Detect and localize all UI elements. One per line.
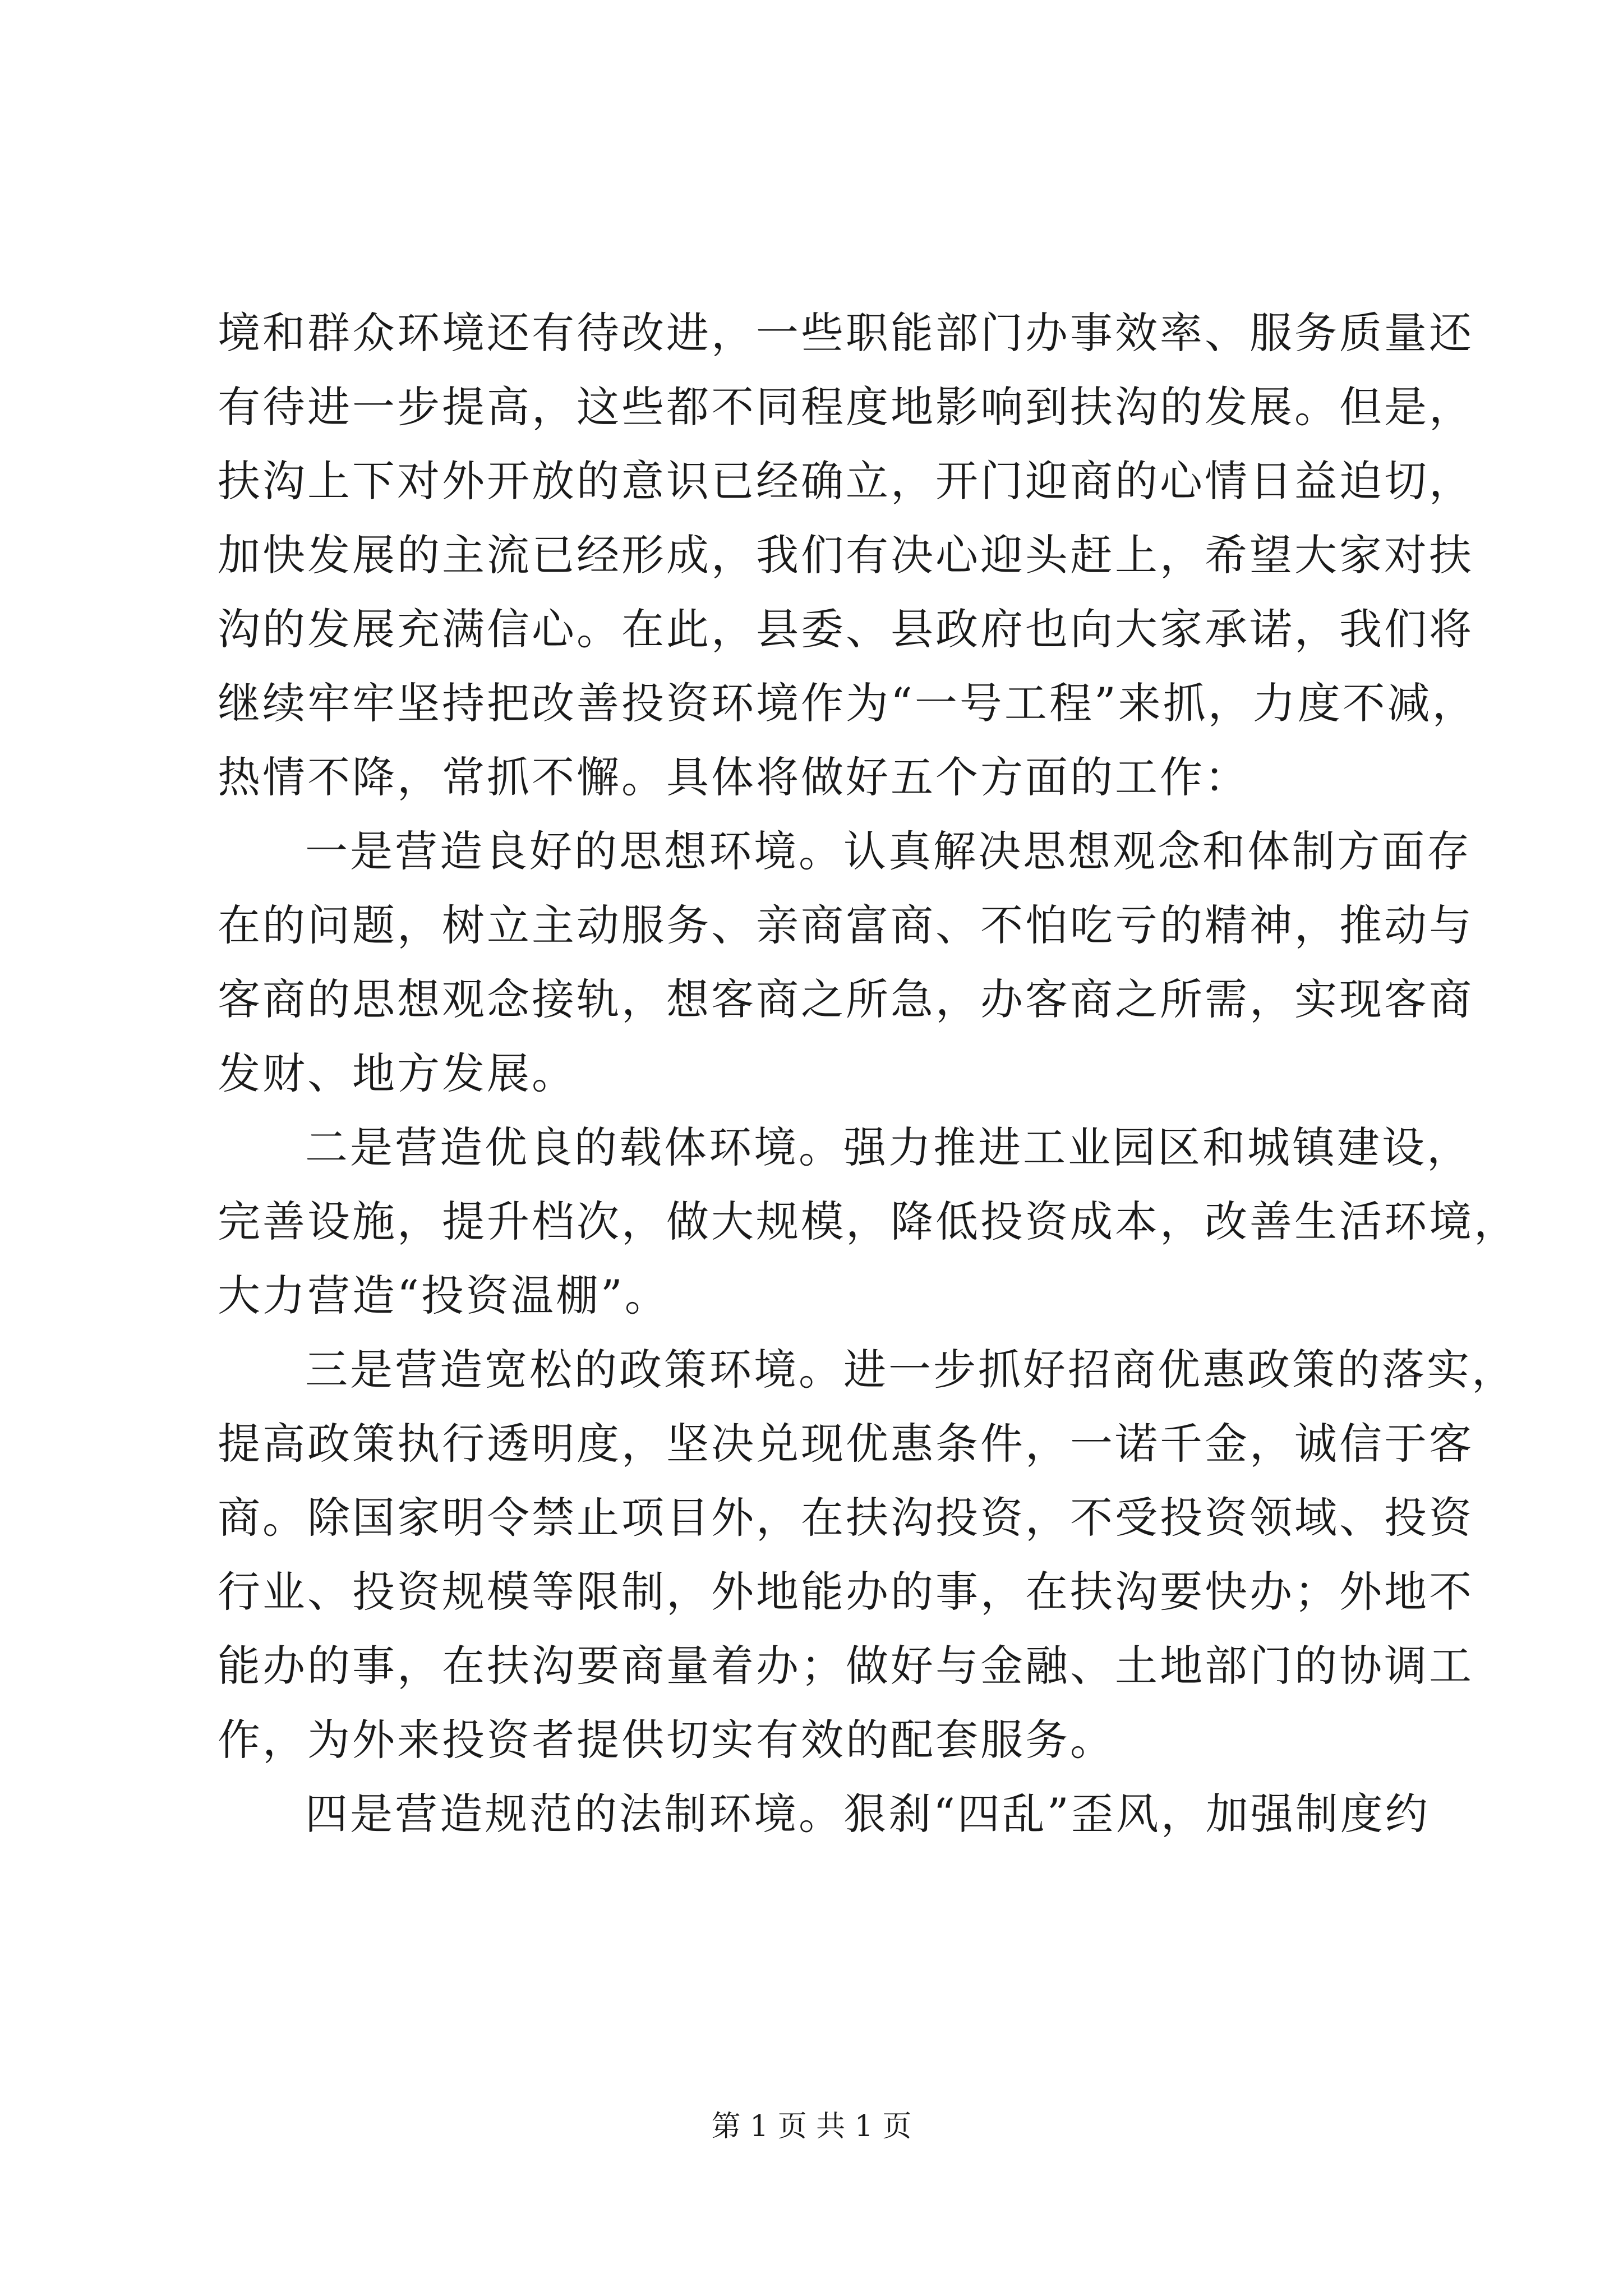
body-text [218, 296, 1519, 1851]
text-line: 客商的思想观念接轨，想客商之所急，办客商之所需，实现客商 [218, 974, 1474, 1024]
page-footer: 第 1 页 共 1 页 [711, 2110, 912, 2143]
text-line: 商。除国家明令禁止项目外，在扶沟投资，不受投资领域、投资 [218, 1493, 1474, 1543]
text-line: 大力营造“投资温棚”。 [218, 1271, 670, 1320]
text-line: 发财、地方发展。 [218, 1048, 577, 1098]
text-line: 扶沟上下对外开放的意识已经确立，开门迎商的心情日益迫切， [218, 456, 1474, 506]
text-line: 在的问题，树立主动服务、亲商富商、不怕吃亏的精神，推动与 [218, 900, 1474, 950]
text-line: 作，为外来投资者提供切实有效的配套服务。 [218, 1715, 1115, 1765]
text-line: 行业、投资规模等限制，外地能办的事，在扶沟要快办；外地不 [218, 1567, 1474, 1617]
text-line: 有待进一步提高，这些都不同程度地影响到扶沟的发展。但是， [218, 382, 1474, 432]
text-line: 境和群众环境还有待改进，一些职能部门办事效率、服务质量还 [218, 308, 1474, 358]
text-line: 提高政策执行透明度，坚决兑现优惠条件，一诺千金，诚信于客 [218, 1419, 1474, 1469]
paragraph-first-line: 一是营造良好的思想环境。认真解决思想观念和体制方面存 [305, 826, 1472, 876]
paragraph-first-line: 二是营造优良的载体环境。强力推进工业园区和城镇建设， [305, 1122, 1472, 1172]
text-line: 能办的事，在扶沟要商量着办；做好与金融、土地部门的协调工 [218, 1641, 1474, 1691]
text-line: 沟的发展充满信心。在此，县委、县政府也向大家承诺，我们将 [218, 604, 1474, 654]
text-line: 完善设施，提升档次，做大规模，降低投资成本，改善生活环境， [218, 1197, 1519, 1246]
text-line: 继续牢牢坚持把改善投资环境作为“一号工程”来抓，力度不减， [218, 678, 1477, 728]
paragraph-first-line: 四是营造规范的法制环境。狠刹“四乱”歪风，加强制度约 [305, 1789, 1430, 1839]
text-line: 加快发展的主流已经形成，我们有决心迎头赶上，希望大家对扶 [218, 530, 1474, 580]
text-line: 热情不降，常抓不懈。具体将做好五个方面的工作： [218, 752, 1249, 802]
paragraph-first-line: 三是营造宽松的政策环境。进一步抓好招商优惠政策的落实， [305, 1345, 1516, 1395]
